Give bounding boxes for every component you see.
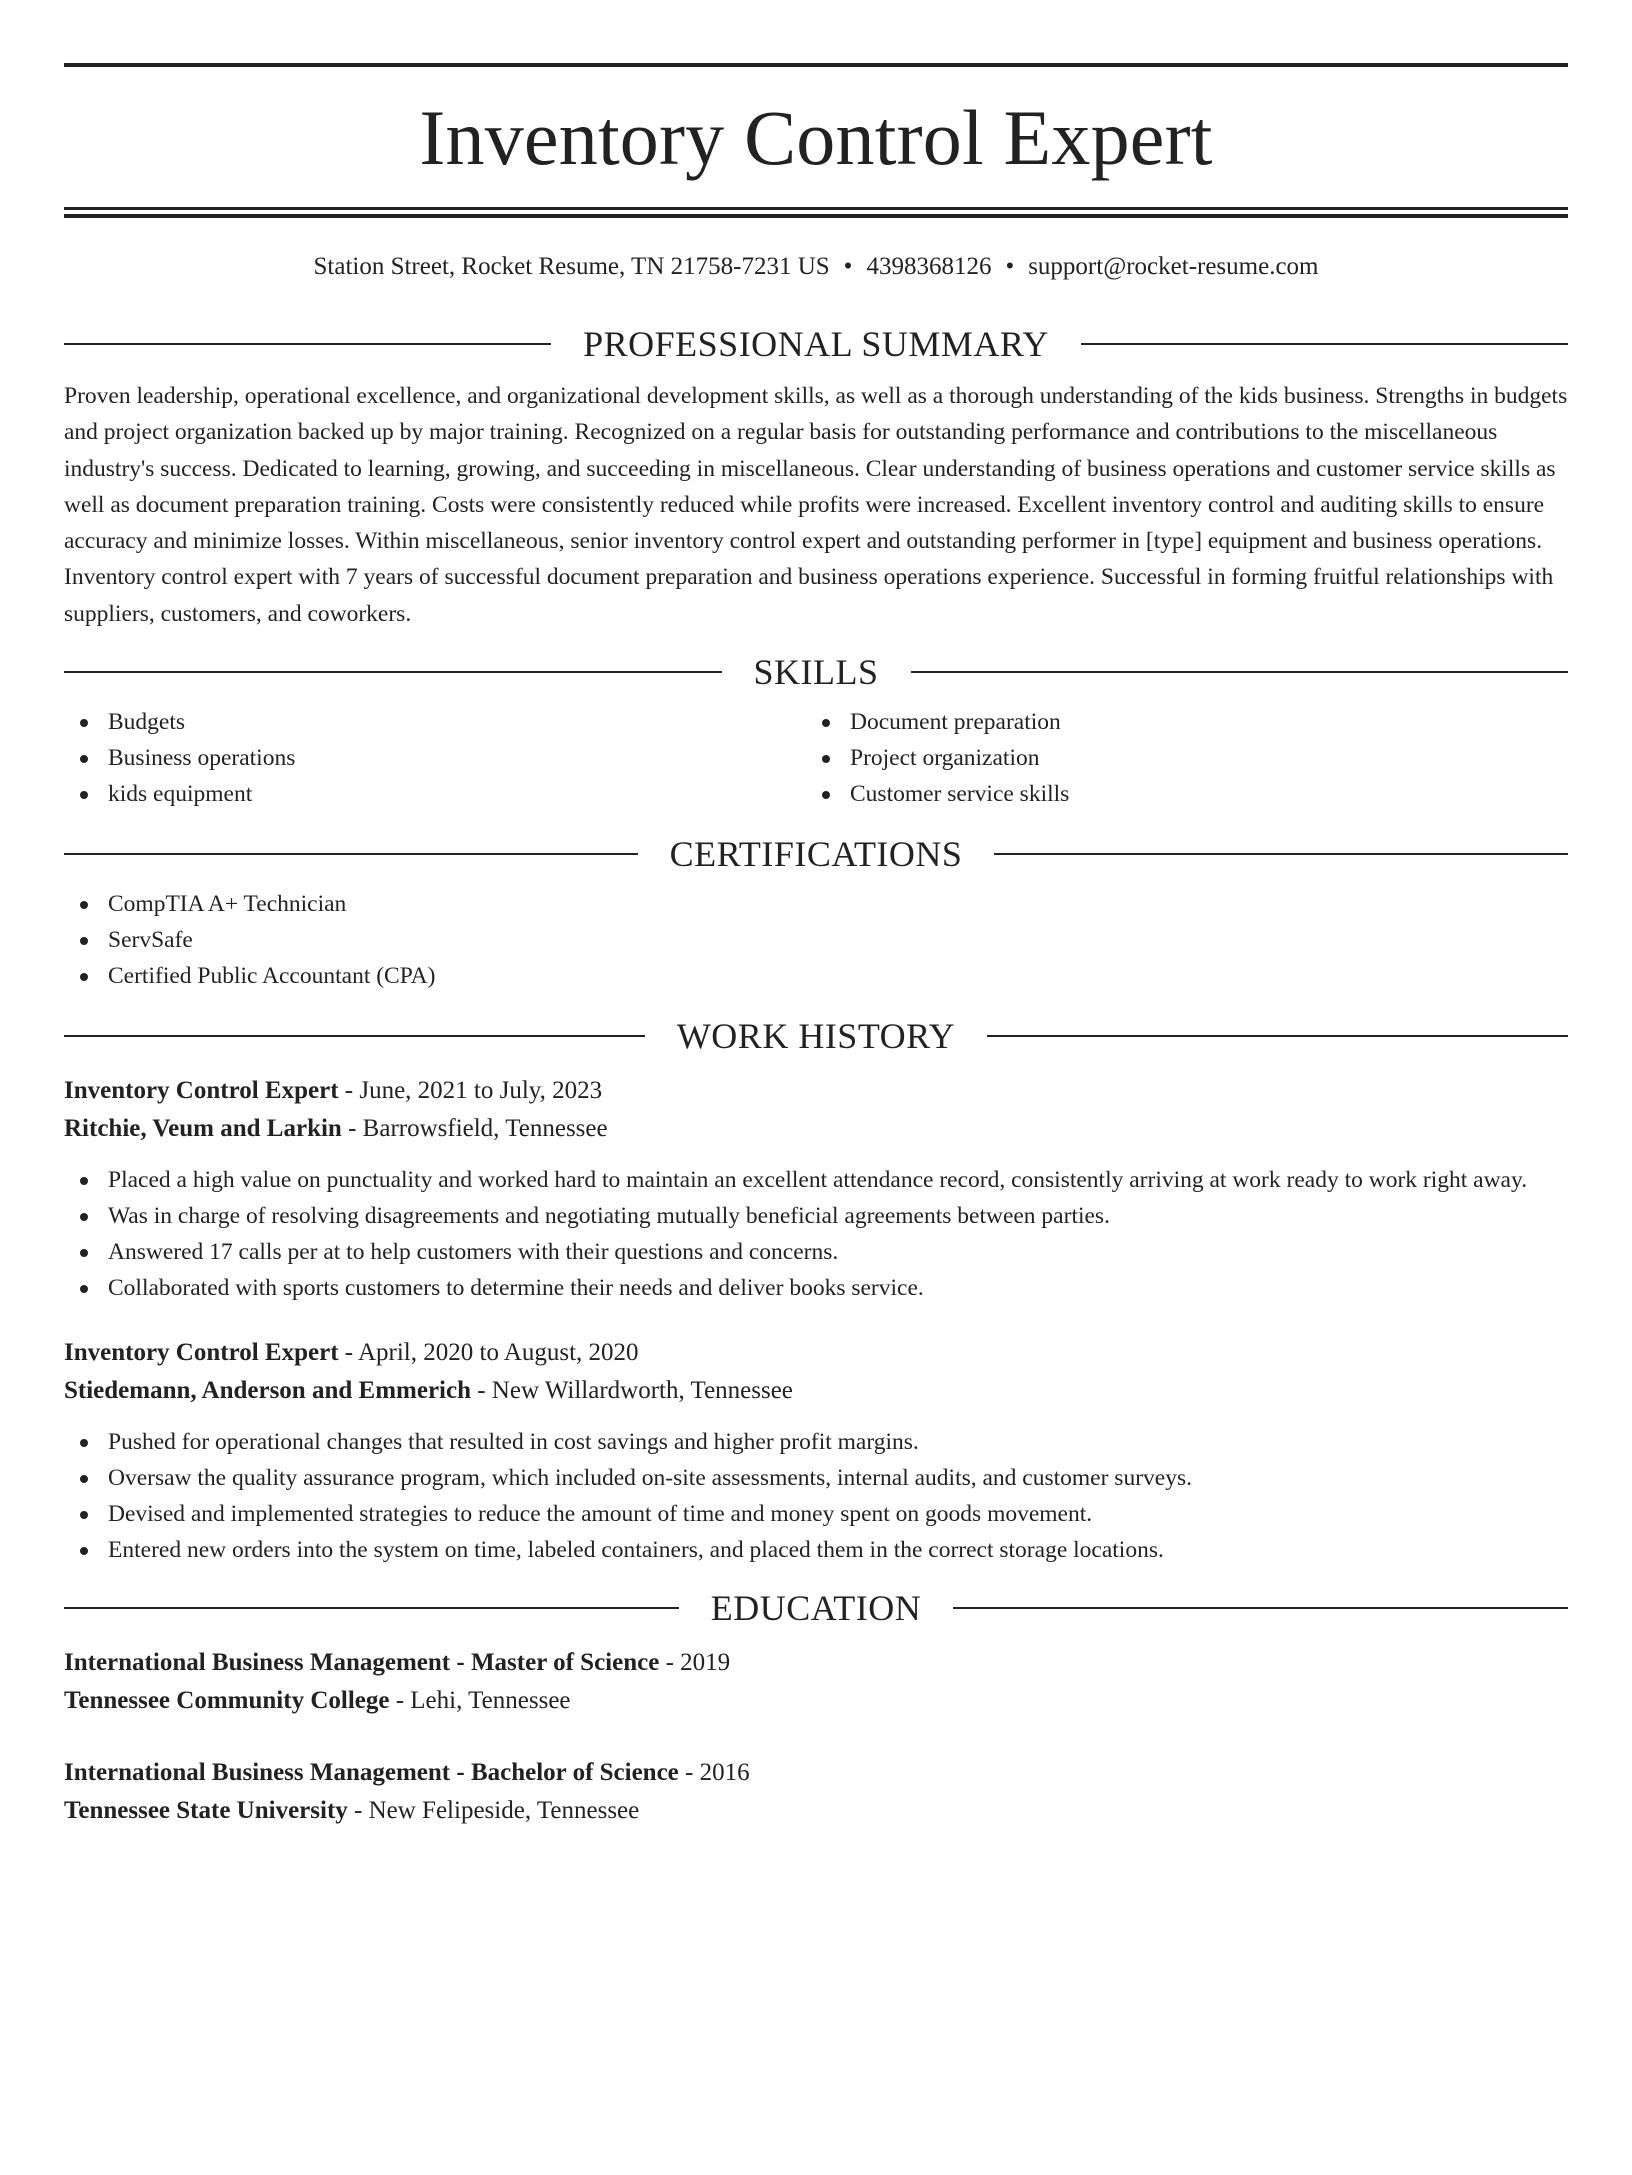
job-duty: Pushed for operational changes that resulted in cost savings and higher profit margins. [64, 1424, 1568, 1460]
degree-line [64, 1644, 1568, 1682]
certification-item: CompTIA A+ Technician [64, 886, 1568, 922]
job-duties-list [64, 1424, 1568, 1568]
section-title: SKILLS [753, 652, 879, 693]
job-company-line [64, 1372, 1568, 1410]
skill-item: Document preparation [806, 704, 1548, 740]
top-rule [64, 63, 1568, 67]
section-title: WORK HISTORY [676, 1016, 956, 1057]
job-dates: - April, 2020 to August, 2020 [338, 1339, 639, 1367]
job-title: Inventory Control Expert [64, 1339, 339, 1367]
school-name: Tennessee State University [64, 1797, 348, 1825]
section-heading-summary [64, 326, 1568, 362]
school-location: - New Felipeside, Tennessee [347, 1797, 640, 1825]
degree-name: International Business Management - Master of Science [64, 1649, 660, 1677]
certifications-list [64, 886, 1568, 994]
job-duty: Entered new orders into the system on time, labeled containers, and placed them in the correct storage locations. [64, 1532, 1568, 1568]
job-location: - Barrowsfield, Tennessee [341, 1115, 608, 1143]
heading-rule [64, 853, 638, 855]
skills-list [64, 704, 1568, 812]
contact-email: support@rocket-resume.com [1028, 253, 1319, 280]
resume-page [0, 63, 1632, 2175]
contact-separator: • [1005, 253, 1015, 280]
heading-rule [911, 671, 1569, 673]
job-duty: Oversaw the quality assurance program, which included on-site assessments, internal audits, and customer surveys. [64, 1460, 1568, 1496]
heading-rule [1081, 343, 1568, 345]
job-entry [64, 1072, 1568, 1306]
job-duty: Was in charge of resolving disagreements and negotiating mutually beneficial agreements between parties. [64, 1198, 1568, 1234]
heading-rule [64, 1035, 645, 1037]
section-heading-work-history [64, 1016, 1568, 1057]
heading-rule [64, 1607, 679, 1609]
heading-rule [994, 853, 1568, 855]
section-heading-certifications [64, 834, 1568, 875]
skill-item: Budgets [64, 704, 806, 740]
job-duties-list [64, 1162, 1568, 1306]
job-dates: - June, 2021 to July, 2023 [338, 1077, 603, 1105]
job-company: Stiedemann, Anderson and Emmerich [64, 1377, 471, 1405]
contact-separator: • [843, 253, 853, 280]
section-title: PROFESSIONAL SUMMARY [583, 324, 1049, 364]
job-duty: Collaborated with sports customers to determine their needs and deliver books service. [64, 1270, 1568, 1306]
certification-item: Certified Public Accountant (CPA) [64, 958, 1568, 994]
job-duty: Placed a high value on punctuality and worked hard to maintain an excellent attendance record, consistently arriving at work ready to work right away. [64, 1162, 1568, 1198]
section-heading-skills [64, 652, 1568, 693]
degree-year: - 2019 [659, 1649, 731, 1677]
job-duty: Devised and implemented strategies to reduce the amount of time and money spent on goods movement. [64, 1496, 1568, 1532]
job-duty: Answered 17 calls per at to help customers with their questions and concerns. [64, 1234, 1568, 1270]
job-location: - New Willardworth, Tennessee [470, 1377, 793, 1405]
heading-rule [64, 671, 722, 673]
skill-item: Customer service skills [806, 776, 1548, 812]
skills-column-left [64, 704, 806, 812]
job-title: Inventory Control Expert [64, 1077, 339, 1105]
contact-phone: 4398368126 [866, 253, 992, 280]
summary-paragraph: Proven leadership, operational excellence, and organizational development skills, as well as a thorough understanding of the kids business. Strengths in budgets and project organization backed up by major training. Recognized on a regular basis for outstanding performance and contributions to the miscellaneous industry's success. Dedicated to learning, growing, and succeeding in miscellaneous. Clear understanding of business operations and customer service skills as well as document preparation training. Costs were consistently reduced while profits were increased. Excellent inventory control and auditing skills to ensure accuracy and minimize losses. Within miscellaneous, senior inventory control expert and outstanding performer in [type] equipment and business operations. Inventory control expert with 7 years of successful document preparation and business operations experience. Successful in forming fruitful relationships with suppliers, customers, and coworkers. [64, 383, 1568, 627]
school-location: - Lehi, Tennessee [389, 1687, 571, 1715]
education-entry [64, 1754, 1568, 1830]
degree-name: International Business Management - Bachelor of Science [64, 1759, 679, 1787]
school-line [64, 1682, 1568, 1720]
contact-line [64, 252, 1568, 282]
section-title: CERTIFICATIONS [669, 834, 963, 875]
education-entry [64, 1644, 1568, 1720]
skill-item: Business operations [64, 740, 806, 776]
contact-address: Station Street, Rocket Resume, TN 21758-7231 US [313, 253, 830, 280]
job-title-line [64, 1334, 1568, 1372]
section-title: EDUCATION [710, 1588, 922, 1629]
school-name: Tennessee Community College [64, 1687, 390, 1715]
resume-name: Inventory Control Expert [419, 94, 1213, 181]
school-line [64, 1792, 1568, 1830]
skills-column-right [806, 704, 1548, 812]
heading-rule [987, 1035, 1568, 1037]
heading-rule [953, 1607, 1568, 1609]
heading-rule [64, 343, 551, 345]
skill-item: kids equipment [64, 776, 806, 812]
job-title-line [64, 1072, 1568, 1110]
degree-line [64, 1754, 1568, 1792]
name-double-rule [64, 207, 1568, 218]
job-entry [64, 1334, 1568, 1568]
job-company: Ritchie, Veum and Larkin [64, 1115, 342, 1143]
skill-item: Project organization [806, 740, 1548, 776]
certification-item: ServSafe [64, 922, 1568, 958]
degree-year: - 2016 [678, 1759, 750, 1787]
section-heading-education [64, 1588, 1568, 1629]
job-company-line [64, 1110, 1568, 1148]
